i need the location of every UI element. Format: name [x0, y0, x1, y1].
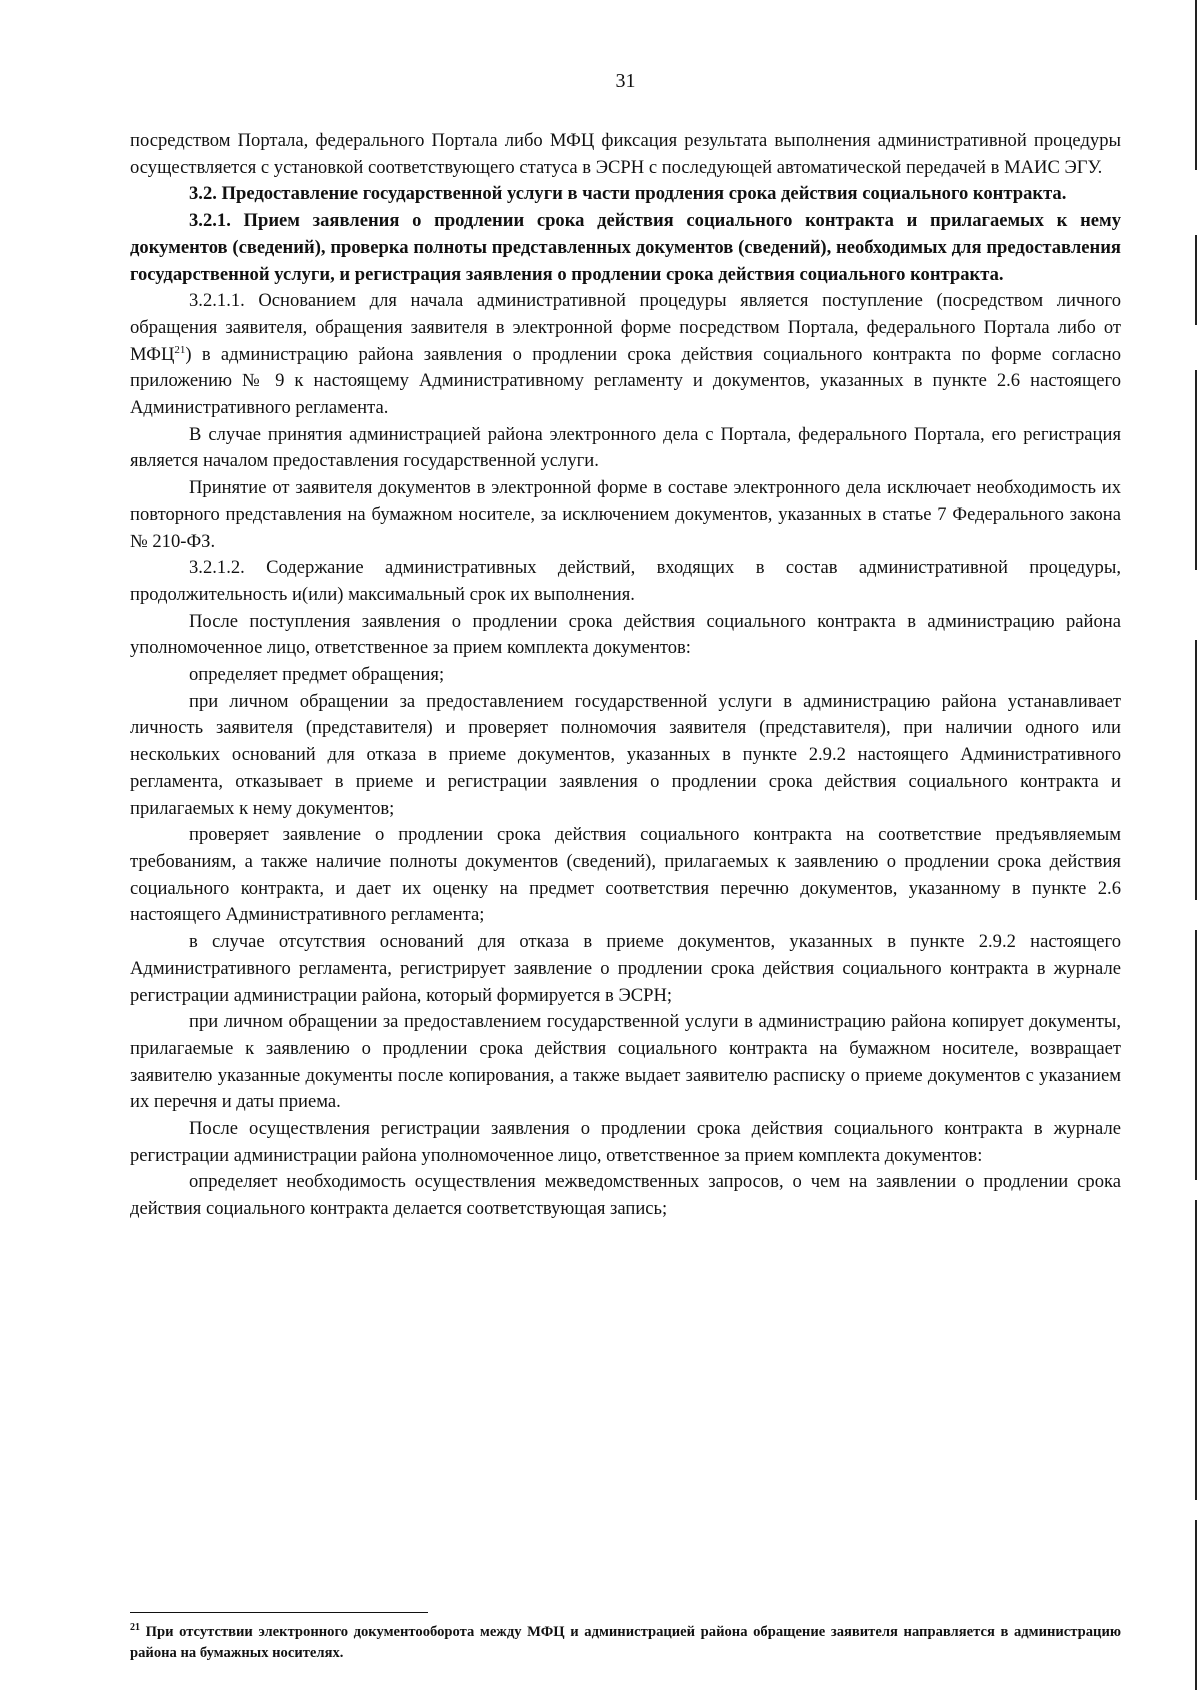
paragraph: После осуществления регистрации заявления о продлении срока действия социального контракта в журнале регистрации администрации района уполномоченное лицо, ответственное за прием комплекта документов:	[130, 1118, 1121, 1166]
paragraph: посредством Портала, федерального Портала либо МФЦ фиксация результата выполнения административной процедуры осуществляется с установкой соответствующего статуса в ЭСРН с последующей автоматической передачей в МАИС ЭГУ.	[130, 130, 1121, 178]
body-text	[130, 128, 1121, 1223]
paragraph-text: 3.2.1.1. Основанием для начала административной процедуры является поступление (посредством личного обращения заявителя, обращения заявителя в электронной форме посредством Портала, федерального Портала либо от МФЦ	[130, 290, 1121, 365]
page-number: 31	[615, 70, 636, 92]
footnote-reference: 21	[174, 343, 186, 356]
paragraph: В случае принятия администрацией района электронного дела с Портала, федерального Портала, его регистрация является началом предоставления государственной услуги.	[130, 423, 1121, 472]
paragraph	[130, 288, 1121, 422]
footnote	[130, 1622, 1121, 1664]
section-heading: 3.2. Предоставление государственной услуги в части продления срока действия социального контракта.	[189, 183, 1067, 205]
footnote-text: При отсутствии электронного документооборота между МФЦ и администрацией района обращение заявителя направляется в администрацию района на бумажных носителях.	[130, 1624, 1121, 1661]
scan-edge-marks	[1186, 0, 1200, 1696]
footnote-divider	[130, 1612, 428, 1613]
list-item: определяет предмет обращения;	[189, 664, 445, 686]
list-item: в случае отсутствия оснований для отказа в приеме документов, указанных в пункте 2.9.2 настоящего Административного регламента, регистрирует заявление о продлении срока действия социального контракта в журнале регистрации администрации района, который формируется в ЭСРН;	[130, 931, 1121, 1006]
paragraph-text: ) в администрацию района заявления о продлении срока действия социального контракта по форме согласно приложению № 9 к настоящему Административному регламенту и документов, указанных в пункте 2.6 настоящего Административного регламента.	[130, 343, 1121, 419]
subsection-heading: 3.2.1. Прием заявления о продлении срока действия социального контракта и прилагаемых к нему документов (сведений), проверка полноты представленных документов (сведений), необходимых для предоставления государственной услуги, и регистрация заявления о продлении срока действия социального контракта.	[130, 210, 1121, 285]
paragraph: 3.2.1.2. Содержание административных действий, входящих в состав административной процедуры, продолжительность и(или) максимальный срок их выполнения.	[130, 557, 1121, 605]
list-item: определяет необходимость осуществления межведомственных запросов, о чем на заявлении о продлении срока действия социального контракта делается соответствующая запись;	[130, 1171, 1121, 1220]
paragraph: Принятие от заявителя документов в электронной форме в составе электронного дела исключает необходимость их повторного представления на бумажном носителе, за исключением документов, указанных в статье 7 Федерального закона № 210-ФЗ.	[130, 477, 1121, 552]
footnote-marker: 21	[130, 1622, 140, 1634]
document-page	[130, 0, 1121, 1696]
list-item: проверяет заявление о продлении срока действия социального контракта на соответствие предъявляемым требованиям, а также наличие полноты документов (сведений), прилагаемых к заявлению о продлении срока действия социального контракта, и дает их оценку на предмет соответствия перечню документов, указанному в пункте 2.6 настоящего Административного регламента;	[130, 824, 1121, 926]
list-item: при личном обращении за предоставлением государственной услуги в администрацию района копирует документы, прилагаемые к заявлению о продлении срока действия социального контракта на бумажном носителе, возвращает заявителю указанные документы после копирования, а также выдает заявителю расписку о приеме документов с указанием их перечня и даты приема.	[130, 1011, 1121, 1113]
list-item: при личном обращении за предоставлением государственной услуги в администрацию района устанавливает личность заявителя (представителя) и проверяет полномочия заявителя (представителя), при наличии одного или нескольких оснований для отказа в приеме документов, указанных в пункте 2.9.2 настоящего Административного регламента, отказывает в приеме и регистрации заявления о продлении срока действия социального контракта и прилагаемых к нему документов;	[130, 690, 1121, 819]
paragraph: После поступления заявления о продлении срока действия социального контракта в администрацию района уполномоченное лицо, ответственное за прием комплекта документов:	[130, 610, 1121, 659]
